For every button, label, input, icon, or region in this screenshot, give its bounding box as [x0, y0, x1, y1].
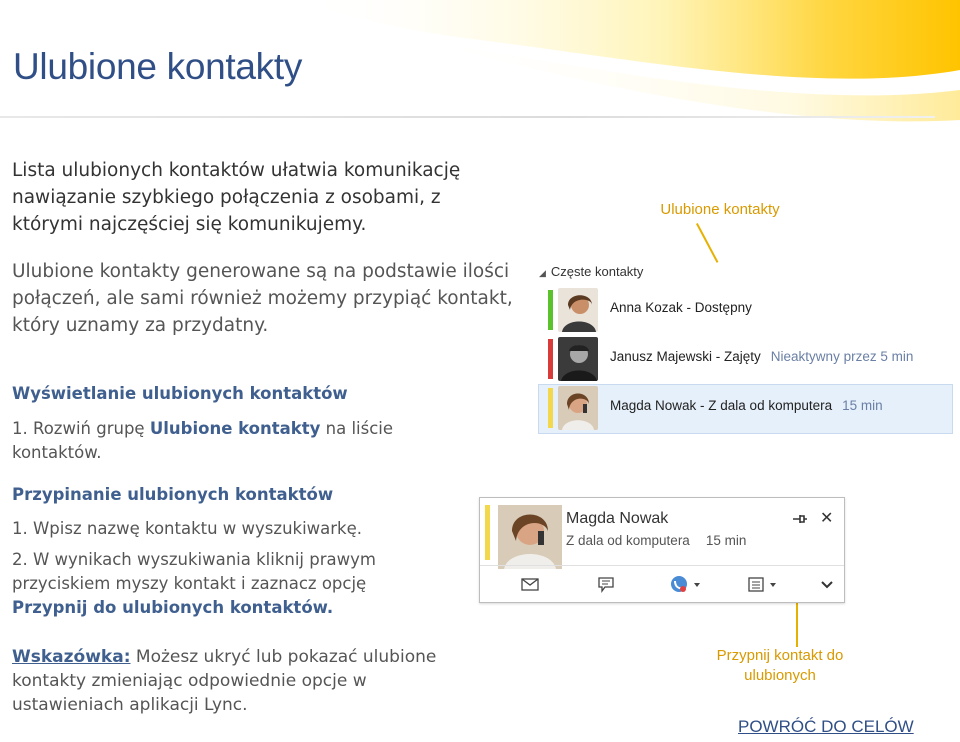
more-options-icon[interactable]	[746, 572, 782, 596]
view-favorites-heading: Wyświetlanie ulubionych kontaktów	[12, 384, 348, 403]
person-avatar-icon	[558, 337, 598, 381]
contact-name	[610, 349, 913, 364]
presence-bar-available	[548, 290, 553, 330]
back-to-goals-link[interactable]: POWRÓĆ DO CELÓW	[738, 717, 914, 736]
pin-step-2	[12, 548, 432, 620]
favorites-callout-line	[696, 223, 718, 263]
contact-name	[610, 300, 752, 315]
view-step-1-group-name: Ulubione kontakty	[149, 419, 321, 438]
card-contact-status	[566, 533, 746, 548]
view-step-1	[12, 417, 452, 465]
contact-name	[610, 398, 883, 413]
presence-bar-away	[548, 388, 553, 428]
tip-text: Możesz ukryć lub pokazać ulubione kontakty zmieniając odpowiednie opcje w ustawieniach aplikacji Lync.	[12, 647, 437, 715]
view-step-1-suffix: na liście kontaktów.	[12, 419, 394, 462]
contact-name-text: Anna Kozak - Dostępny	[610, 300, 752, 315]
pin-callout: Przypnij kontakt do ulubionych	[716, 647, 844, 684]
tip-label: Wskazówka:	[12, 647, 131, 667]
tip	[12, 645, 472, 717]
contact-group-label: Częste kontakty	[550, 264, 644, 279]
pin-step-2-text: 2. W wynikach wyszukiwania kliknij prawym przyciskiem myszy kontakt i zaznacz opcję	[12, 550, 376, 593]
person-avatar-icon	[558, 386, 598, 430]
chat-icon[interactable]	[596, 572, 616, 596]
contact-status-note: 15 min	[842, 398, 883, 413]
contact-group-header[interactable]	[539, 264, 643, 279]
presence-bar-busy	[548, 339, 553, 379]
card-contact-name: Magda Nowak	[566, 510, 669, 527]
page-title: Ulubione kontakty	[13, 46, 303, 87]
person-avatar-icon	[558, 288, 598, 332]
expand-icon[interactable]	[818, 572, 836, 596]
pin-step-2-option: Przypnij do ulubionych kontaktów.	[12, 598, 334, 617]
contact-row[interactable]	[548, 288, 948, 332]
contact-name-text: Magda Nowak - Z dala od komputera	[610, 398, 833, 413]
contact-card[interactable]	[479, 497, 845, 603]
contact-row[interactable]	[548, 337, 948, 381]
favorites-callout: Ulubione kontakty	[660, 201, 780, 218]
card-status-time: 15 min	[705, 533, 747, 548]
close-icon[interactable]: ✕	[820, 508, 834, 527]
card-divider	[480, 565, 844, 566]
pin-icon[interactable]	[790, 510, 808, 528]
card-status-text: Z dala od komputera	[566, 533, 690, 548]
pin-favorites-heading: Przypinanie ulubionych kontaktów	[12, 485, 334, 504]
contact-row[interactable]	[548, 386, 948, 430]
call-icon[interactable]	[668, 572, 704, 596]
person-avatar-icon	[498, 505, 562, 569]
intro-paragraph-2: Ulubione kontakty generowane są na podstawie ilości połączeń, ale sami również możemy przypiąć kontakt, który uznamy za przydatny.	[12, 261, 513, 336]
view-step-1-prefix: 1. Rozwiń grupę	[12, 419, 150, 438]
contact-status-note: Nieaktywny przez 5 min	[770, 349, 914, 364]
intro-paragraph-1: Lista ulubionych kontaktów ułatwia komunikację nawiązanie szybkiego połączenia z osobami, z którymi najczęściej się komunikujemy.	[12, 160, 461, 235]
title-divider	[0, 116, 935, 118]
presence-bar-away	[485, 505, 490, 560]
contact-name-text: Janusz Majewski - Zajęty	[610, 349, 761, 364]
collapse-triangle-icon[interactable]: ◢	[539, 268, 546, 278]
pin-step-1: 1. Wpisz nazwę kontaktu w wyszukiwarkę.	[12, 519, 363, 538]
mail-icon[interactable]	[520, 572, 540, 596]
